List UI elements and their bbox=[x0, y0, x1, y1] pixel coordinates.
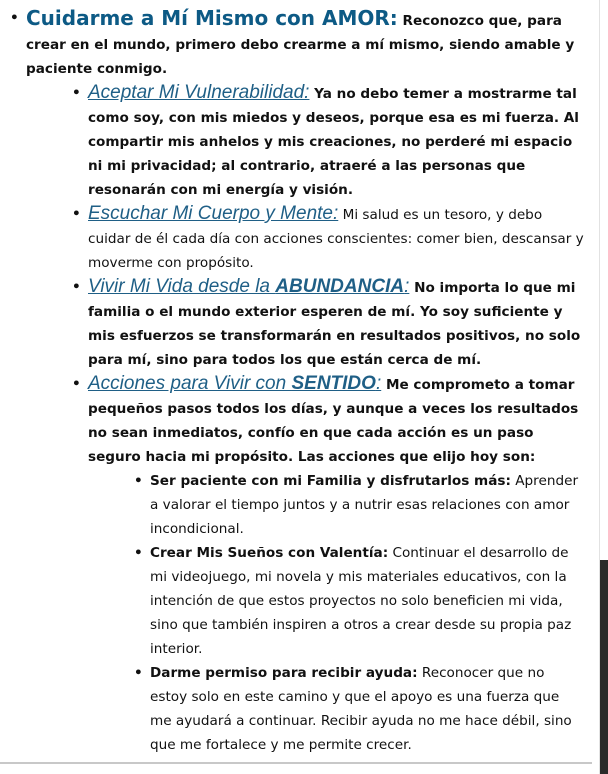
scrollbar-thumb[interactable] bbox=[600, 560, 608, 774]
subitem-sentido bbox=[88, 372, 584, 757]
action-text: Reconocer que no estoy solo en este camino y que el apoyo es una fuerza que me ayudará a continuar. Recibir ayuda no me hace débil, sino que me fortalece y me permite crecer. bbox=[150, 665, 572, 753]
link-vivir-abundancia[interactable] bbox=[88, 276, 409, 297]
actions-list bbox=[88, 469, 584, 757]
subitem-text: Me comprometo a tomar pequeños pasos todos los días, y aunque a veces los resultados no sean inmediatos, confío en que cada acción es un paso seguro hacia mi propósito. Las acciones que elijo hoy son: bbox=[88, 377, 579, 465]
link-emphasis: SENTIDO bbox=[291, 373, 376, 394]
action-familia bbox=[150, 469, 584, 541]
link-aceptar-vulnerabilidad[interactable]: Aceptar Mi Vulnerabilidad: bbox=[88, 82, 310, 103]
subitem-text: Mi salud es un tesoro, y debo cuidar de él cada día con acciones conscientes: comer bien, descansar y moverme con propósito. bbox=[88, 207, 584, 271]
action-label: Ser paciente con mi Familia y disfrutarlos más: bbox=[150, 473, 511, 489]
link-emphasis: ABUNDANCIA bbox=[275, 276, 405, 297]
link-colon: : bbox=[404, 276, 410, 297]
subitem-abundancia bbox=[88, 275, 584, 372]
link-text: Acciones para Vivir con bbox=[88, 373, 292, 394]
subitem-cuerpo-mente bbox=[88, 202, 584, 275]
item-heading: Cuidarme a Mí Mismo con AMOR: bbox=[26, 6, 398, 30]
subitem-text: No importa lo que mi familia o el mundo exterior esperen de mí. Yo soy suficiente y mis esfuerzos se transformarán en resultados positivos, no solo para mí, sino para todos los que están cerca de mí. bbox=[88, 280, 581, 368]
list-item-cuidarme bbox=[26, 6, 592, 757]
action-text: Aprender a valorar el tiempo juntos y a nutrir esas relaciones con amor incondicional. bbox=[150, 473, 579, 537]
action-label: Crear Mis Sueños con Valentía: bbox=[150, 545, 389, 561]
action-label: Darme permiso para recibir ayuda: bbox=[150, 665, 418, 681]
link-acciones-sentido[interactable] bbox=[88, 373, 381, 394]
horizontal-divider bbox=[0, 762, 592, 764]
link-text: Vivir Mi Vida desde la bbox=[88, 276, 276, 297]
action-suenos bbox=[150, 541, 584, 661]
subitem-vulnerabilidad bbox=[88, 81, 584, 202]
item-text: Reconozco que, para crear en el mundo, primero debo crearme a mí mismo, siendo amable y paciente conmigo. bbox=[26, 13, 575, 77]
subitem-text: Ya no debo temer a mostrarme tal como soy, con mis miedos y deseos, porque esa es mi fuerza. Al compartir mis anhelos y mis creaciones, no perderé mi espacio ni mi privacidad; al contrario, atraeré a las personas que resonarán con mi energía y visión. bbox=[88, 86, 579, 198]
action-ayuda bbox=[150, 661, 584, 757]
sub-list bbox=[26, 81, 592, 757]
link-colon: : bbox=[375, 373, 382, 394]
action-text: Continuar el desarrollo de mi videojuego, mi novela y mis materiales educativos, con la intención de que estos proyectos no solo beneficien mi vida, sino que también inspiren a otros a crear desde su propia paz interior. bbox=[150, 545, 572, 657]
link-escuchar-cuerpo[interactable]: Escuchar Mi Cuerpo y Mente: bbox=[88, 203, 339, 224]
